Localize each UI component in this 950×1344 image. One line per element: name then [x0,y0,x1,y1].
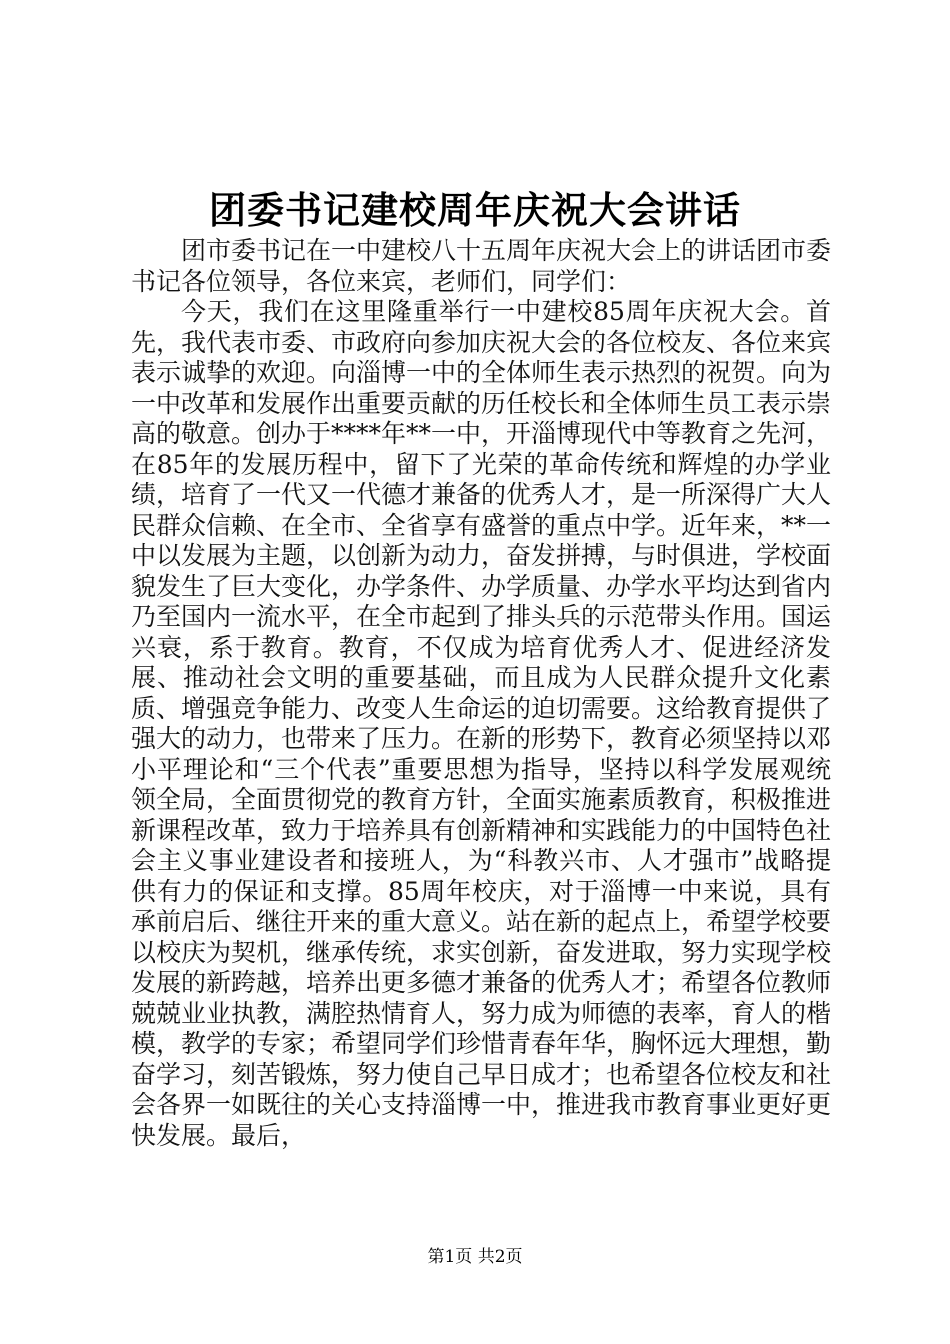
body-paragraph-1: 团市委书记在一中建校八十五周年庆祝大会上的讲话团市委书记各位领导，各位来宾，老师们，同学们： [131,236,832,296]
document-title: 团委书记建校周年庆祝大会讲话 [209,188,741,232]
body-paragraph-2: 今天，我们在这里隆重举行一中建校85周年庆祝大会。首先，我代表市委、市政府向参加庆祝大会的各位校友、各位来宾表示诚挚的欢迎。向淄博一中的全体师生表示热烈的祝贺。向为一中改革和发展作出重要贡献的历任校长和全体师生员工表示崇高的敬意。创办于****年**一中，开淄博现代中等教育之先河，在85年的发展历程中，留下了光荣的革命传统和辉煌的办学业绩，培育了一代又一代德才兼备的优秀人才，是一所深得广大人民群众信赖、在全市、全省享有盛誉的重点中学。近年来，**一中以发展为主题，以创新为动力，奋发拼搏，与时俱进，学校面貌发生了巨大变化，办学条件、办学质量、办学水平均达到省内乃至国内一流水平，在全市起到了排头兵的示范带头作用。国运兴衰，系于教育。教育，不仅成为培育优秀人才、促进经济发展、推动社会文明的重要基础，而且成为人民群众提升文化素质、增强竞争能力、改变人生命运的迫切需要。这给教育提供了强大的动力，也带来了压力。在新的形势下，教育必须坚持以邓小平理论和“三个代表”重要思想为指导，坚持以科学发展观统领全局，全面贯彻党的教育方针，全面实施素质教育，积极推进新课程改革，致力于培养具有创新精神和实践能力的中国特色社会主义事业建设者和接班人，为“科教兴市、人才强市”战略提供有力的保证和支撑。85周年校庆，对于淄博一中来说，具有承前启后、继往开来的重大意义。站在新的起点上，希望学校要以校庆为契机，继承传统，求实创新，奋发进取，努力实现学校发展的新跨越，培养出更多德才兼备的优秀人才；希望各位教师兢兢业业执教，满腔热情育人，努力成为师德的表率，育人的楷模，教学的专家；希望同学们珍惜青春年华，胸怀远大理想，勤奋学习，刻苦锻炼，努力使自己早日成才；也希望各位校友和社会各界一如既往的关心支持淄博一中，推进我市教育事业更好更快发展。最后， [131,297,832,1150]
document-body [131,236,831,1151]
page-number-footer: 第1页 共2页 [427,1247,523,1267]
